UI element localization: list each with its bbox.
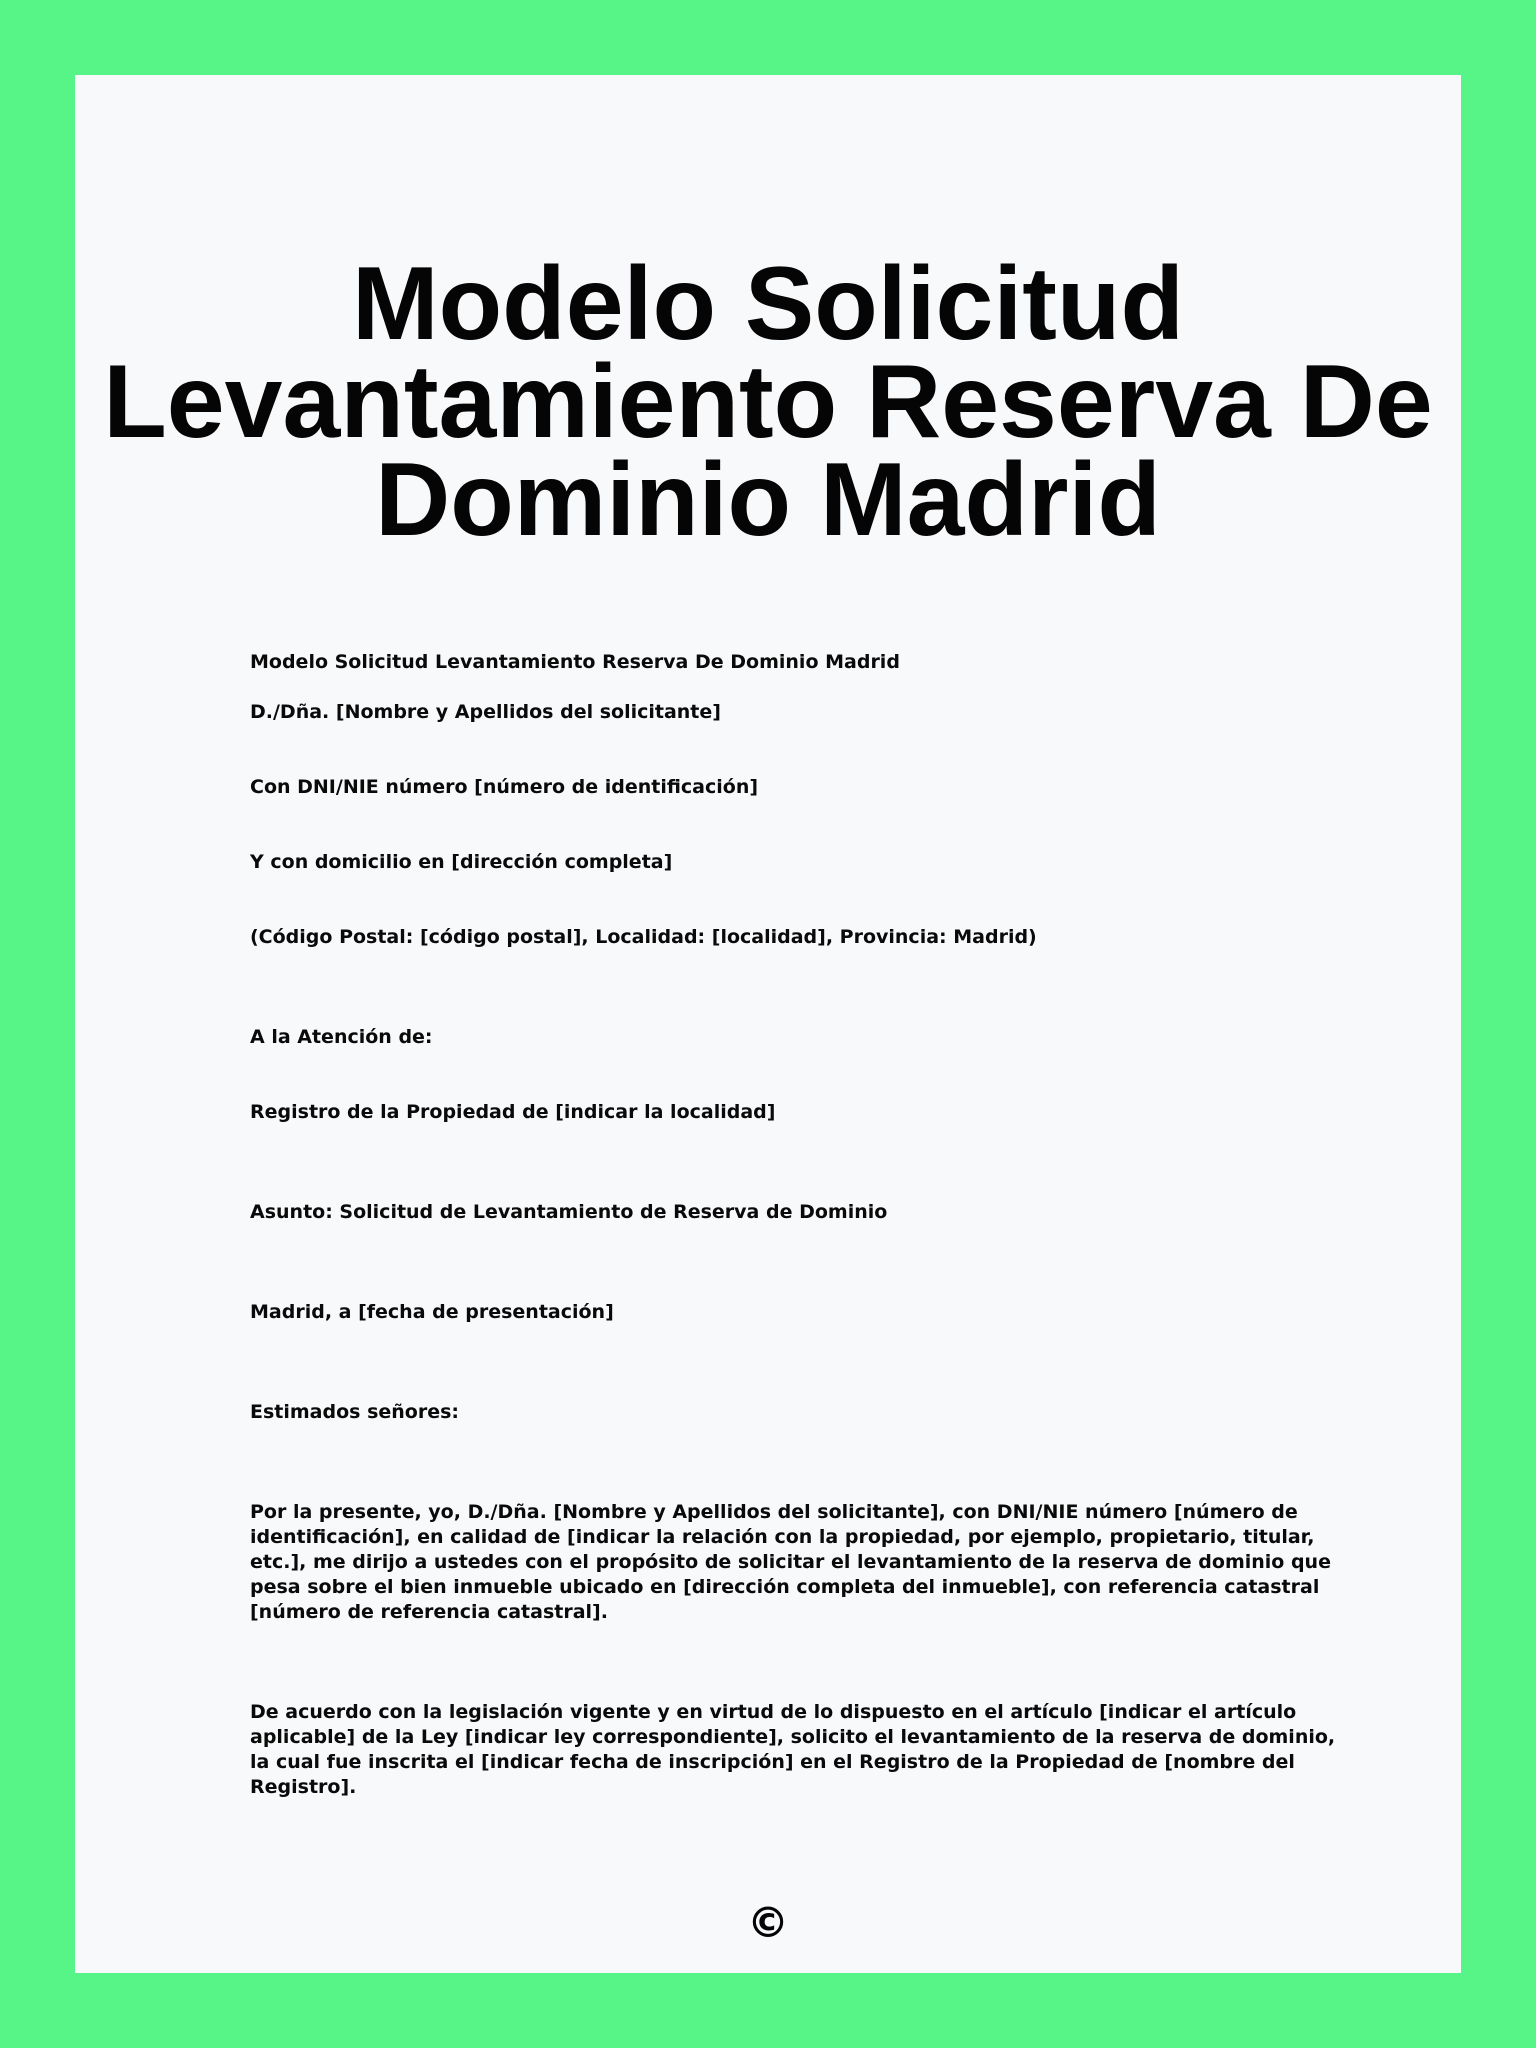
document-heading-line: Modelo Solicitud Levantamiento Reserva De Dominio Madrid (250, 651, 900, 673)
attention-label: A la Atención de: (250, 1026, 433, 1048)
registry-line: Registro de la Propiedad de [indicar la localidad] (250, 1101, 776, 1123)
address-line: Y con domicilio en [dirección completa] (250, 851, 673, 873)
document-page (75, 75, 1461, 1973)
greeting-line: Estimados señores: (250, 1401, 460, 1423)
id-line: Con DNI/NIE número [número de identificación] (250, 776, 759, 798)
applicant-line: D./Dña. [Nombre y Apellidos del solicitante] (250, 701, 721, 723)
postal-line: (Código Postal: [código postal], Localidad: [localidad], Provincia: Madrid) (250, 926, 1037, 948)
subject-line: Asunto: Solicitud de Levantamiento de Reserva de Dominio (250, 1201, 888, 1223)
body-paragraph-2: De acuerdo con la legislación vigente y en virtud de lo dispuesto en el artículo [indicar el artículo aplicable] de la Ley [indicar ley correspondiente], solicito el levantamiento de la reserva de dominio, la cual fue inscrita el [indicar fecha de inscripción] en el Registro de la Propiedad de [nombre del Registro]. (250, 1701, 1342, 1798)
copyright-symbol: © (747, 1898, 789, 1947)
body-paragraph-1: Por la presente, yo, D./Dña. [Nombre y Apellidos del solicitante], con DNI/NIE número [número de identificación], en calidad de [indicar la relación con la propiedad, por ejemplo, propietario, titular, etc.], me dirijo a ustedes con el propósito de solicitar el levantamiento de la reserva de dominio que pesa sobre el bien inmueble ubicado en [dirección completa del inmueble], con referencia catastral [número de referencia catastral]. (250, 1501, 1338, 1623)
document-title: Modelo Solicitud Levantamiento Reserva De Dominio Madrid (103, 246, 1433, 558)
date-line: Madrid, a [fecha de presentación] (250, 1301, 614, 1323)
